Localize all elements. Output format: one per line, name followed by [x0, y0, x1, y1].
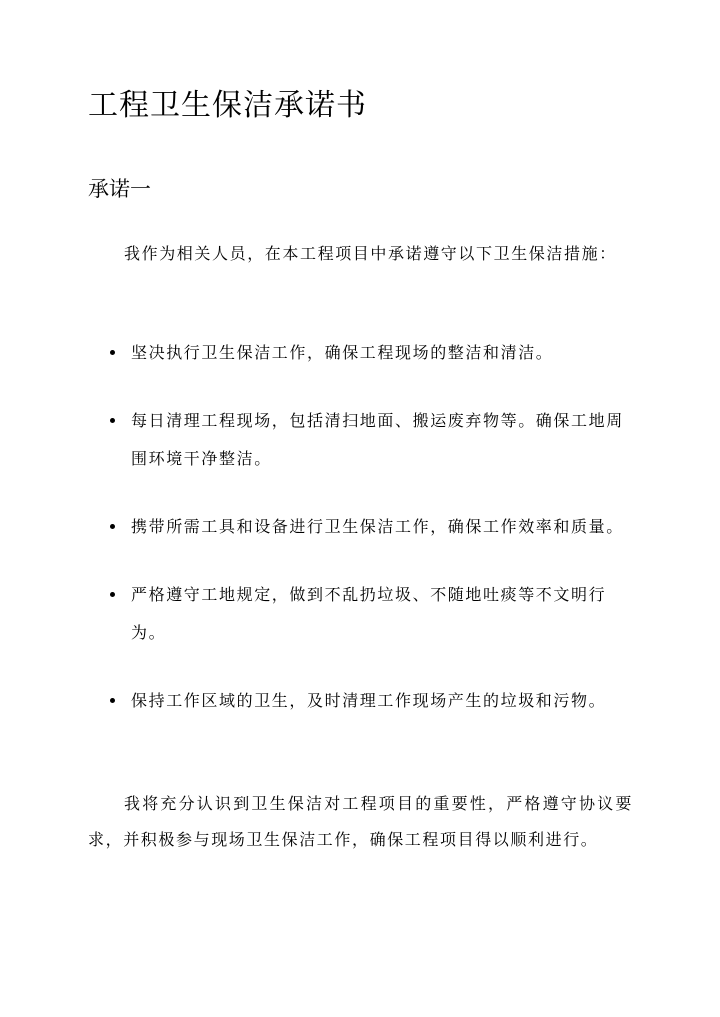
bullet-icon	[110, 418, 115, 423]
list-item-text: 坚决执行卫生保洁工作，确保工程现场的整洁和清洁。	[131, 343, 554, 362]
bullet-icon	[110, 698, 115, 703]
list-item-text: 保持工作区域的卫生，及时清理工作现场产生的垃圾和污物。	[131, 691, 607, 710]
document-title: 工程卫生保洁承诺书	[88, 88, 367, 123]
bullet-icon	[110, 592, 115, 597]
list-item	[88, 402, 633, 478]
bullet-icon	[110, 524, 115, 529]
section-title: 承诺一	[88, 177, 151, 201]
closing-paragraph: 我将充分认识到卫生保洁对工程项目的重要性，严格遵守协议要求，并积极参与现场卫生保洁工作，确保工程项目得以顺利进行。	[88, 794, 633, 849]
list-item-text: 每日清理工程现场，包括清扫地面、搬运废弃物等。确保工地周围环境干净整洁。	[131, 411, 624, 468]
list-item	[88, 334, 633, 372]
list-item-text: 严格遵守工地规定，做到不乱扔垃圾、不随地吐痰等不文明行为。	[131, 585, 607, 642]
commitment-list	[88, 334, 633, 750]
list-item	[88, 508, 633, 546]
bullet-icon	[110, 350, 115, 355]
list-item-text: 携带所需工具和设备进行卫生保洁工作，确保工作效率和质量。	[131, 517, 624, 536]
intro-paragraph: 我作为相关人员，在本工程项目中承诺遵守以下卫生保洁措施：	[124, 244, 617, 263]
list-item	[88, 576, 633, 652]
list-item	[88, 682, 633, 720]
